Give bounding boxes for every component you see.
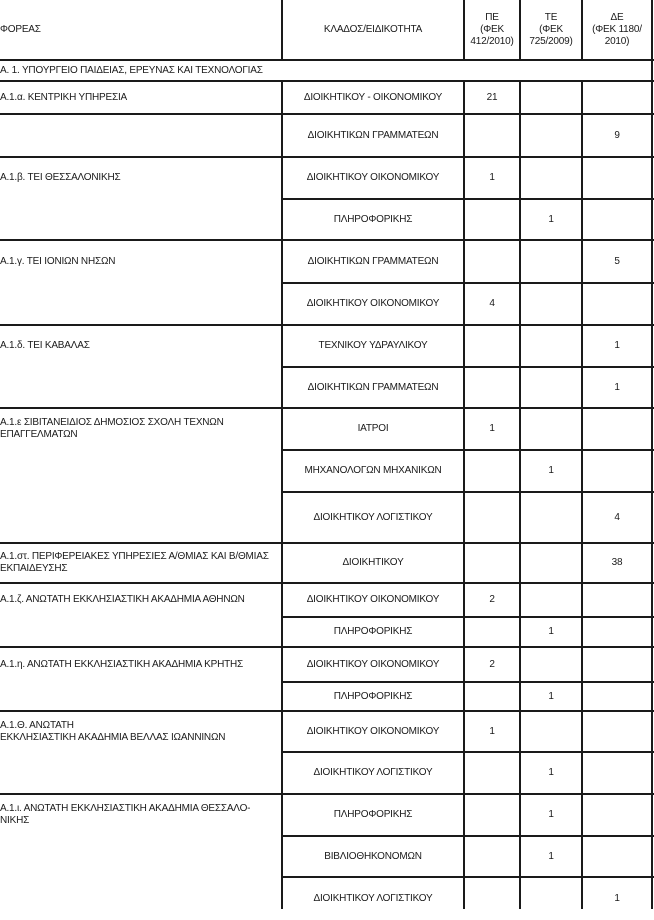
klados-label: ΠΛΗΡΟΦΟΡΙΚΗΣ [333, 809, 413, 820]
te-count-cell [520, 157, 582, 199]
de-count: 1 [614, 340, 620, 351]
foreas-name-line: Α.1.η. ΑΝΩΤΑΤΗ ΕΚΚΛΗΣΙΑΣΤΙΚΗ ΑΚΑΔΗΜΙΑ ΚΡΗΤΗΣ [0, 659, 244, 670]
column-divider [581, 81, 583, 114]
klados-label: ΠΛΗΡΟΦΟΡΙΚΗΣ [333, 626, 413, 637]
column-divider [519, 583, 521, 647]
foreas-cell [0, 114, 282, 157]
te-count: 1 [548, 690, 554, 702]
klados-cell [282, 647, 464, 682]
column-divider [651, 325, 653, 408]
header-te-line: ΤΕ [544, 12, 558, 23]
header-te-line: (ΦΕΚ [539, 24, 563, 35]
header-pe-line: ΠΕ [485, 12, 499, 23]
te-count-cell [520, 450, 582, 492]
klados-cell [282, 752, 464, 794]
klados-cell [282, 836, 464, 877]
header-klados [282, 0, 464, 60]
header-de-line: (ΦΕΚ 1180/ [592, 24, 642, 35]
foreas-name-line: ΕΚΚΛΗΣΙΑΣΤΙΚΗ ΑΚΑΔΗΜΙΑ ΒΕΛΛΑΣ ΙΩΑΝΝΙΝΩΝ [0, 732, 226, 743]
column-divider [463, 794, 465, 909]
pe-count-cell [464, 617, 520, 647]
column-divider [463, 157, 465, 240]
foreas-cell [0, 647, 282, 711]
pe-count-cell [464, 240, 520, 283]
column-divider [651, 794, 653, 909]
klados-cell [282, 492, 464, 543]
column-divider [281, 543, 283, 583]
pe-count-cell [464, 543, 520, 583]
klados-label: ΙΑΤΡΟΙ [357, 423, 389, 434]
header-column-divider [519, 0, 521, 60]
pe-count-cell [464, 325, 520, 367]
column-divider [519, 543, 521, 583]
pe-count: 1 [489, 725, 495, 737]
column-divider [281, 711, 283, 794]
column-divider [651, 157, 653, 240]
column-divider [519, 647, 521, 711]
klados-label: ΠΛΗΡΟΦΟΡΙΚΗΣ [333, 690, 413, 702]
column-divider [519, 240, 521, 325]
column-divider [651, 240, 653, 325]
klados-label: ΔΙΟΙΚΗΤΙΚΟΥ ΟΙΚΟΝΟΜΙΚΟΥ [306, 725, 440, 737]
te-count: 1 [548, 767, 554, 778]
foreas-name-line: ΝΙΚΗΣ [0, 815, 30, 826]
te-count: 1 [548, 626, 554, 637]
klados-cell [282, 325, 464, 367]
pe-count-cell [464, 752, 520, 794]
foreas-name-line: Α.1.δ. ΤΕΙ ΚΑΒΑΛΑΣ [0, 340, 90, 351]
column-divider [281, 325, 283, 408]
te-count-cell [520, 647, 582, 682]
de-count-cell [582, 283, 652, 325]
column-divider [281, 408, 283, 543]
header-foreas [0, 0, 282, 60]
te-count-cell [520, 711, 582, 752]
pe-count-cell [464, 114, 520, 157]
pe-count-cell [464, 794, 520, 836]
column-divider [519, 408, 521, 543]
foreas-cell [0, 711, 282, 794]
klados-cell [282, 450, 464, 492]
te-count-cell [520, 543, 582, 583]
te-count-cell [520, 283, 582, 325]
section-title [0, 60, 652, 81]
te-count-cell [520, 492, 582, 543]
header-foreas-label: ΦΟΡΕΑΣ [0, 24, 41, 35]
de-count-cell [582, 543, 652, 583]
de-count-cell [582, 81, 652, 114]
pe-count-cell [464, 81, 520, 114]
column-divider [519, 794, 521, 909]
te-count-cell [520, 752, 582, 794]
de-count-cell [582, 877, 652, 920]
klados-cell [282, 877, 464, 920]
klados-cell [282, 157, 464, 199]
klados-label: ΔΙΟΙΚΗΤΙΚΟΥ ΟΙΚΟΝΟΜΙΚΟΥ [306, 172, 440, 183]
de-count-cell [582, 617, 652, 647]
column-divider [519, 325, 521, 408]
column-divider [651, 583, 653, 647]
pe-count: 2 [489, 658, 495, 670]
column-divider [519, 114, 521, 157]
te-count-cell [520, 408, 582, 450]
section-title-label: Α. 1. ΥΠΟΥΡΓΕΙΟ ΠΑΙΔΕΙΑΣ, ΕΡΕΥΝΑΣ ΚΑΙ ΤΕΧΝΟΛΟΓΙΑΣ [0, 64, 263, 76]
klados-label: ΔΙΟΙΚΗΤΙΚΟΥ ΟΙΚΟΝΟΜΙΚΟΥ [306, 658, 440, 670]
column-divider [463, 647, 465, 711]
de-count-cell [582, 367, 652, 408]
column-divider [281, 157, 283, 240]
te-count-cell [520, 81, 582, 114]
klados-label: ΔΙΟΙΚΗΤΙΚΟΥ ΛΟΓΙΣΤΙΚΟΥ [313, 892, 433, 904]
column-divider [463, 240, 465, 325]
column-divider [651, 647, 653, 711]
klados-label: ΔΙΟΙΚΗΤΙΚΩΝ ΓΡΑΜΜΑΤΕΩΝ [307, 129, 439, 141]
pe-count-cell [464, 157, 520, 199]
column-divider [581, 583, 583, 647]
klados-cell [282, 711, 464, 752]
de-count-cell [582, 711, 652, 752]
header-te [520, 0, 582, 60]
foreas-cell [0, 81, 282, 114]
pe-count-cell [464, 583, 520, 617]
klados-label: ΤΕΧΝΙΚΟΥ ΥΔΡΑΥΛΙΚΟΥ [318, 340, 428, 351]
foreas-name-line: ΕΚΠΑΙΔΕΥΣΗΣ [0, 563, 68, 574]
te-count-cell [520, 877, 582, 920]
foreas-name-line: Α.1.α. ΚΕΝΤΡΙΚΗ ΥΠΗΡΕΣΙΑ [0, 92, 128, 103]
pe-count-cell [464, 283, 520, 325]
te-count-cell [520, 682, 582, 711]
header-de [582, 0, 652, 60]
pe-count: 1 [489, 172, 495, 183]
te-count-cell [520, 325, 582, 367]
header-klados-label: ΚΛΑΔΟΣ/ΕΙΔΙΚΟΤΗΤΑ [323, 24, 423, 35]
klados-cell [282, 199, 464, 240]
header-column-divider [281, 0, 283, 60]
column-divider [651, 114, 653, 157]
de-count-cell [582, 583, 652, 617]
pe-count-cell [464, 711, 520, 752]
column-divider [463, 583, 465, 647]
klados-label: ΔΙΟΙΚΗΤΙΚΟΥ - ΟΙΚΟΝΟΜΙΚΟΥ [303, 91, 443, 103]
foreas-name-line: Α.1.β. ΤΕΙ ΘΕΣΣΑΛΟΝΙΚΗΣ [0, 172, 121, 183]
foreas-name-line: Α.1.Θ. ΑΝΩΤΑΤΗ [0, 720, 74, 731]
klados-label: ΔΙΟΙΚΗΤΙΚΟΥ ΛΟΓΙΣΤΙΚΟΥ [313, 511, 433, 523]
klados-cell [282, 794, 464, 836]
foreas-cell [0, 325, 282, 408]
foreas-cell [0, 794, 282, 920]
klados-label: ΒΙΒΛΙΟΘΗΚΟΝΟΜΩΝ [324, 850, 422, 862]
column-divider [281, 240, 283, 325]
de-count-cell [582, 752, 652, 794]
column-divider [581, 794, 583, 909]
te-count-cell [520, 583, 582, 617]
header-column-divider [581, 0, 583, 60]
column-divider [281, 794, 283, 909]
column-divider [281, 583, 283, 647]
te-count-cell [520, 199, 582, 240]
column-divider [651, 543, 653, 583]
de-count-cell [582, 682, 652, 711]
klados-label: ΔΙΟΙΚΗΤΙΚΩΝ ΓΡΑΜΜΑΤΕΩΝ [307, 255, 439, 267]
klados-cell [282, 543, 464, 583]
column-divider [463, 114, 465, 157]
column-divider [581, 647, 583, 711]
te-count: 1 [548, 213, 554, 225]
de-count: 4 [614, 511, 620, 523]
te-count-cell [520, 794, 582, 836]
klados-cell [282, 682, 464, 711]
klados-cell [282, 583, 464, 617]
de-count-cell [582, 450, 652, 492]
pe-count-cell [464, 492, 520, 543]
column-divider [281, 114, 283, 157]
klados-cell [282, 367, 464, 408]
pe-count-cell [464, 367, 520, 408]
column-divider [581, 114, 583, 157]
te-count: 1 [548, 465, 554, 476]
klados-label: ΔΙΟΙΚΗΤΙΚΩΝ ΓΡΑΜΜΑΤΕΩΝ [307, 381, 439, 393]
te-count: 1 [548, 850, 554, 862]
de-count: 1 [614, 892, 620, 904]
pe-count: 1 [489, 423, 495, 434]
pe-count-cell [464, 199, 520, 240]
pe-count-cell [464, 877, 520, 920]
de-count-cell [582, 492, 652, 543]
column-divider [463, 325, 465, 408]
te-count-cell [520, 836, 582, 877]
pe-count-cell [464, 408, 520, 450]
column-divider [519, 711, 521, 794]
column-divider [519, 157, 521, 240]
de-count-cell [582, 240, 652, 283]
column-divider [651, 711, 653, 794]
column-divider [519, 81, 521, 114]
klados-label: ΠΛΗΡΟΦΟΡΙΚΗΣ [333, 213, 413, 225]
header-pe [464, 0, 520, 60]
foreas-cell [0, 157, 282, 240]
pe-count-cell [464, 682, 520, 711]
klados-cell [282, 114, 464, 157]
pe-count: 4 [489, 298, 495, 309]
de-count-cell [582, 157, 652, 199]
klados-label: ΔΙΟΙΚΗΤΙΚΟΥ ΟΙΚΟΝΟΜΙΚΟΥ [306, 594, 440, 605]
klados-label: ΔΙΟΙΚΗΤΙΚΟΥ ΛΟΓΙΣΤΙΚΟΥ [313, 767, 433, 778]
header-column-divider [651, 0, 653, 60]
column-divider [581, 325, 583, 408]
de-count-cell [582, 408, 652, 450]
te-count-cell [520, 114, 582, 157]
column-divider [581, 711, 583, 794]
pe-count-cell [464, 647, 520, 682]
foreas-name-line: Α.1.ε ΣΙΒΙΤΑΝΕΙΔΙΟΣ ΔΗΜΟΣΙΟΣ ΣΧΟΛΗ ΤΕΧΝΩΝ [0, 417, 224, 428]
column-divider [581, 240, 583, 325]
klados-cell [282, 283, 464, 325]
pe-count: 2 [489, 594, 495, 605]
de-count-cell [582, 836, 652, 877]
de-count: 9 [614, 129, 620, 141]
foreas-cell [0, 543, 282, 583]
klados-label: ΜΗΧΑΝΟΛΟΓΩΝ ΜΗΧΑΝΙΚΩΝ [304, 465, 442, 476]
de-count-cell [582, 647, 652, 682]
klados-cell [282, 81, 464, 114]
header-column-divider [463, 0, 465, 60]
te-count-cell [520, 367, 582, 408]
header-te-line: 725/2009) [529, 36, 573, 47]
foreas-cell [0, 240, 282, 325]
column-divider [581, 408, 583, 543]
column-divider [463, 711, 465, 794]
klados-cell [282, 408, 464, 450]
de-count-cell [582, 794, 652, 836]
column-divider [281, 81, 283, 114]
te-count: 1 [548, 809, 554, 820]
header-de-line: ΔΕ [610, 12, 624, 23]
foreas-name-line: Α.1.γ. ΤΕΙ ΙΟΝΙΩΝ ΝΗΣΩΝ [0, 256, 116, 267]
column-divider [651, 408, 653, 543]
column-divider [463, 81, 465, 114]
pe-count: 21 [486, 91, 498, 103]
column-divider [651, 81, 653, 114]
foreas-name-line: Α.1.ζ. ΑΝΩΤΑΤΗ ΕΚΚΛΗΣΙΑΣΤΙΚΗ ΑΚΑΔΗΜΙΑ ΑΘΗΝΩΝ [0, 594, 245, 605]
foreas-name-line: Α.1.ι. ΑΝΩΤΑΤΗ ΕΚΚΛΗΣΙΑΣΤΙΚΗ ΑΚΑΔΗΜΙΑ ΘΕΣΣΑΛΟ- [0, 803, 251, 814]
de-count: 5 [614, 255, 620, 267]
klados-cell [282, 617, 464, 647]
de-count-cell [582, 114, 652, 157]
column-divider [581, 157, 583, 240]
column-divider [581, 543, 583, 583]
header-pe-line: (ΦΕΚ [480, 24, 504, 35]
foreas-cell [0, 408, 282, 543]
te-count-cell [520, 617, 582, 647]
column-divider [281, 647, 283, 711]
right-border [651, 60, 653, 81]
column-divider [463, 408, 465, 543]
klados-cell [282, 240, 464, 283]
de-count-cell [582, 325, 652, 367]
pe-count-cell [464, 836, 520, 877]
de-count-cell [582, 199, 652, 240]
foreas-cell [0, 583, 282, 647]
de-count: 1 [614, 381, 620, 393]
foreas-name-line: Α.1.στ. ΠΕΡΙΦΕΡΕΙΑΚΕΣ ΥΠΗΡΕΣΙΕΣ Α/ΘΜΙΑΣ ΚΑΙ Β/ΘΜΙΑΣ [0, 551, 269, 562]
header-pe-line: 412/2010) [470, 36, 514, 47]
te-count-cell [520, 240, 582, 283]
klados-label: ΔΙΟΙΚΗΤΙΚΟΥ [342, 557, 404, 568]
foreas-name-line: ΕΠΑΓΓΕΛΜΑΤΩΝ [0, 429, 78, 440]
klados-label: ΔΙΟΙΚΗΤΙΚΟΥ ΟΙΚΟΝΟΜΙΚΟΥ [306, 298, 440, 309]
pe-count-cell [464, 450, 520, 492]
column-divider [463, 543, 465, 583]
header-de-line: 2010) [604, 36, 630, 47]
de-count: 38 [611, 557, 623, 568]
